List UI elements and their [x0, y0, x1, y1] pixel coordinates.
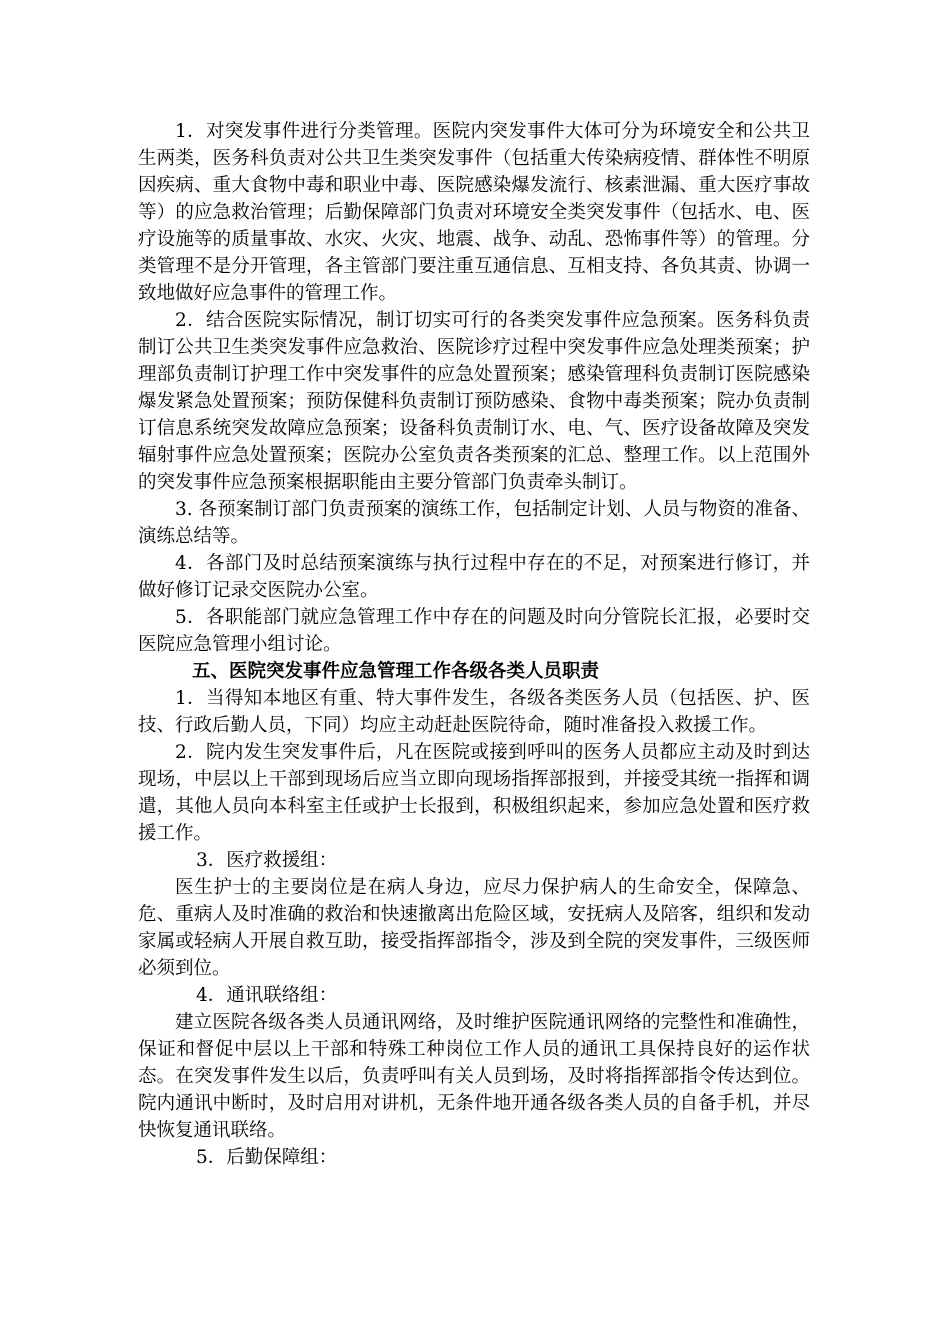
label-medical-rescue: 3．医疗救援组： [196, 850, 338, 871]
paragraph-onsite-response: 2．院内发生突发事件后，凡在医院或接到呼叫的医务人员都应主动及时到达现场，中层以上干部到现场后应当立即向现场指挥部报到，并接受其统一指挥和调遣，其他人员向本科室主任或护士长报到，积极组织起来，参加应急处置和医疗救援工作。 [138, 742, 810, 844]
paragraph-revision: 4．各部门及时总结预案演练与执行过程中存在的不足，对预案进行修订，并做好修订记录交医院办公室。 [138, 553, 810, 601]
paragraph-classification: 1．对突发事件进行分类管理。医院内突发事件大体可分为环境安全和公共卫生两类，医务科负责对公共卫生类突发事件（包括重大传染病疫情、群体性不明原因疾病、重大食物中毒和职业中毒、医院感染爆发流行、核素泄漏、重大医疗事故等）的应急救治管理；后勤保障部门负责对环境安全类突发事件（包括水、电、医疗设施等的质量事故、水灾、火灾、地震、战争、动乱、恐怖事件等）的管理。分类管理不是分开管理，各主管部门要注重互通信息、互相支持、各负其责、协调一致地做好应急事件的管理工作。 [138, 121, 810, 304]
label-logistics: 5．后勤保障组： [196, 1147, 338, 1168]
paragraph-emergency-plans: 2．结合医院实际情况，制订切实可行的各类突发事件应急预案。医务科负责制订公共卫生类突发事件应急救治、医院诊疗过程中突发事件应急处理类预案；护理部负责制订护理工作中突发事件的应急处置预案；感染管理科负责制订医院感染爆发紧急处置预案；预防保健科负责制订预防感染、食物中毒类预案；院办负责制订信息系统突发故障应急预案；设备科负责制订水、电、气、医疗设备故障及突发辐射事件应急处置预案；医院办公室负责各类预案的汇总、整理工作。以上范围外的突发事件应急预案根据职能由主要分管部门负责牵头制订。 [138, 310, 810, 493]
paragraph-major-events: 1．当得知本地区有重、特大事件发生，各级各类医务人员（包括医、护、医技、行政后勤人员，下同）均应主动赶赴医院待命，随时准备投入救援工作。 [138, 688, 810, 736]
paragraph-medical-rescue: 医生护士的主要岗位是在病人身边，应尽力保护病人的生命安全，保障急、危、重病人及时准确的救治和快速撤离出危险区域，安抚病人及陪客，组织和发动家属或轻病人开展自救互助，接受指挥部指令，涉及到全院的突发事件，三级医师必须到位。 [138, 877, 810, 979]
section-heading: 五、医院突发事件应急管理工作各级各类人员职责 [192, 661, 600, 682]
paragraph-communications: 建立医院各级各类人员通讯网络，及时维护医院通讯网络的完整性和准确性，保证和督促中层以上干部和特殊工种岗位工作人员的通讯工具保持良好的运作状态。在突发事件发生以后，负责呼叫有关人员到场，及时将指挥部指令传达到位。院内通讯中断时，及时启用对讲机，无条件地开通各级各类人员的自备手机，并尽快恢复通讯联络。 [138, 1012, 810, 1141]
paragraph-reporting: 5．各职能部门就应急管理工作中存在的问题及时向分管院长汇报，必要时交医院应急管理小组讨论。 [138, 607, 810, 655]
paragraph-drills: 3. 各预案制订部门负责预案的演练工作，包括制定计划、人员与物资的准备、演练总结等。 [138, 499, 810, 547]
document-page [138, 118, 810, 1171]
label-communications: 4．通讯联络组： [196, 985, 338, 1006]
